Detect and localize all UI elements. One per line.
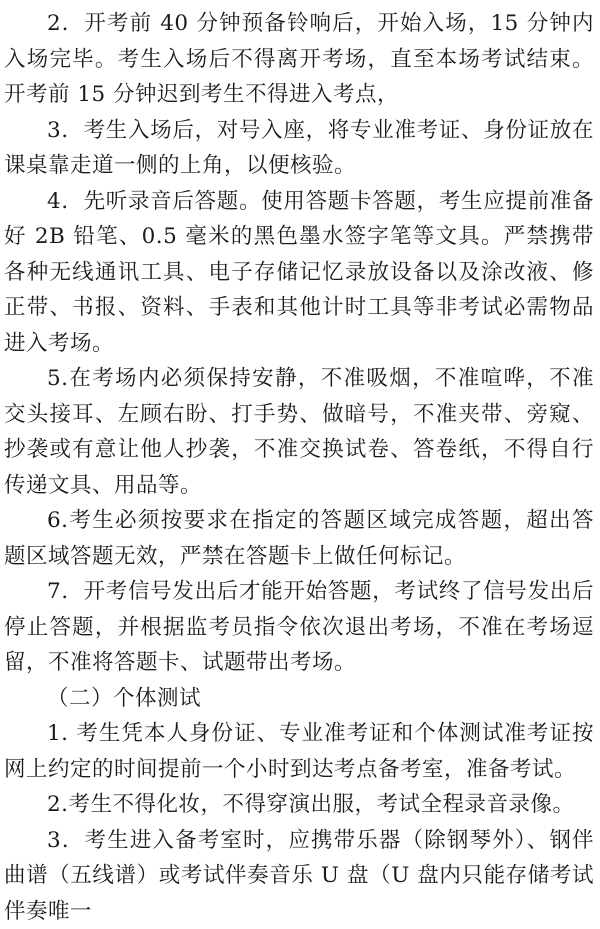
section-heading: （二）个体测试 (47, 685, 202, 711)
rule-paragraph-4: 4．先听录音后答题。使用答题卡答题，考生应提前准备好 2B 铅笔、0.5 毫米的黑色墨水签字笔等文具。严禁携带各种无线通讯工具、电子存储记忆录放设备以及涂改液、修正带、书报、资料、手表和其他计时工具等非考试必需物品进入考场。 (4, 188, 594, 356)
rule-paragraph-7: 7．开考信号发出后才能开始答题，考试终了信号发出后停止答题，并根据监考员指令依次退出考场，不准在考场逗留，不准将答题卡、试题带出考场。 (4, 579, 594, 675)
rule-paragraph-3: 3．考生入场后，对号入座，将专业准考证、身份证放在课桌靠走道一侧的上角，以便核验。 (4, 117, 594, 178)
individual-test-paragraph-3: 3．考生进入备考室时，应携带乐器（除钢琴外）、钢伴曲谱（五线谱）或考试伴奏音乐 U 盘（U 盘内只能存储考试伴奏唯一 (4, 827, 594, 924)
rule-paragraph-5: 5.在考场内必须保持安静，不准吸烟，不准喧哗，不准交头接耳、左顾右盼、打手势、做暗号，不准夹带、旁窥、抄袭或有意让他人抄袭，不准交换试卷、答卷纸，不得自行传递文具、用品等。 (4, 366, 594, 498)
rule-paragraph-6: 6.考生必须按要求在指定的答题区域完成答题，超出答题区域答题无效，严禁在答题卡上做任何标记。 (4, 508, 594, 569)
rule-paragraph-2: 2．开考前 40 分钟预备铃响后，开始入场，15 分钟内入场完毕。考生入场后不得离开考场，直至本场考试结束。开考前 15 分钟迟到考生不得进入考点， (4, 11, 594, 107)
document-body (4, 6, 594, 929)
individual-test-paragraph-2: 2.考生不得化妆，不得穿演出服，考试全程录音录像。 (47, 792, 575, 817)
individual-test-paragraph-1: 1. 考生凭本人身份证、专业准考证和个体测试准考证按网上约定的时间提前一个小时到达考点备考室，准备考试。 (4, 721, 594, 782)
